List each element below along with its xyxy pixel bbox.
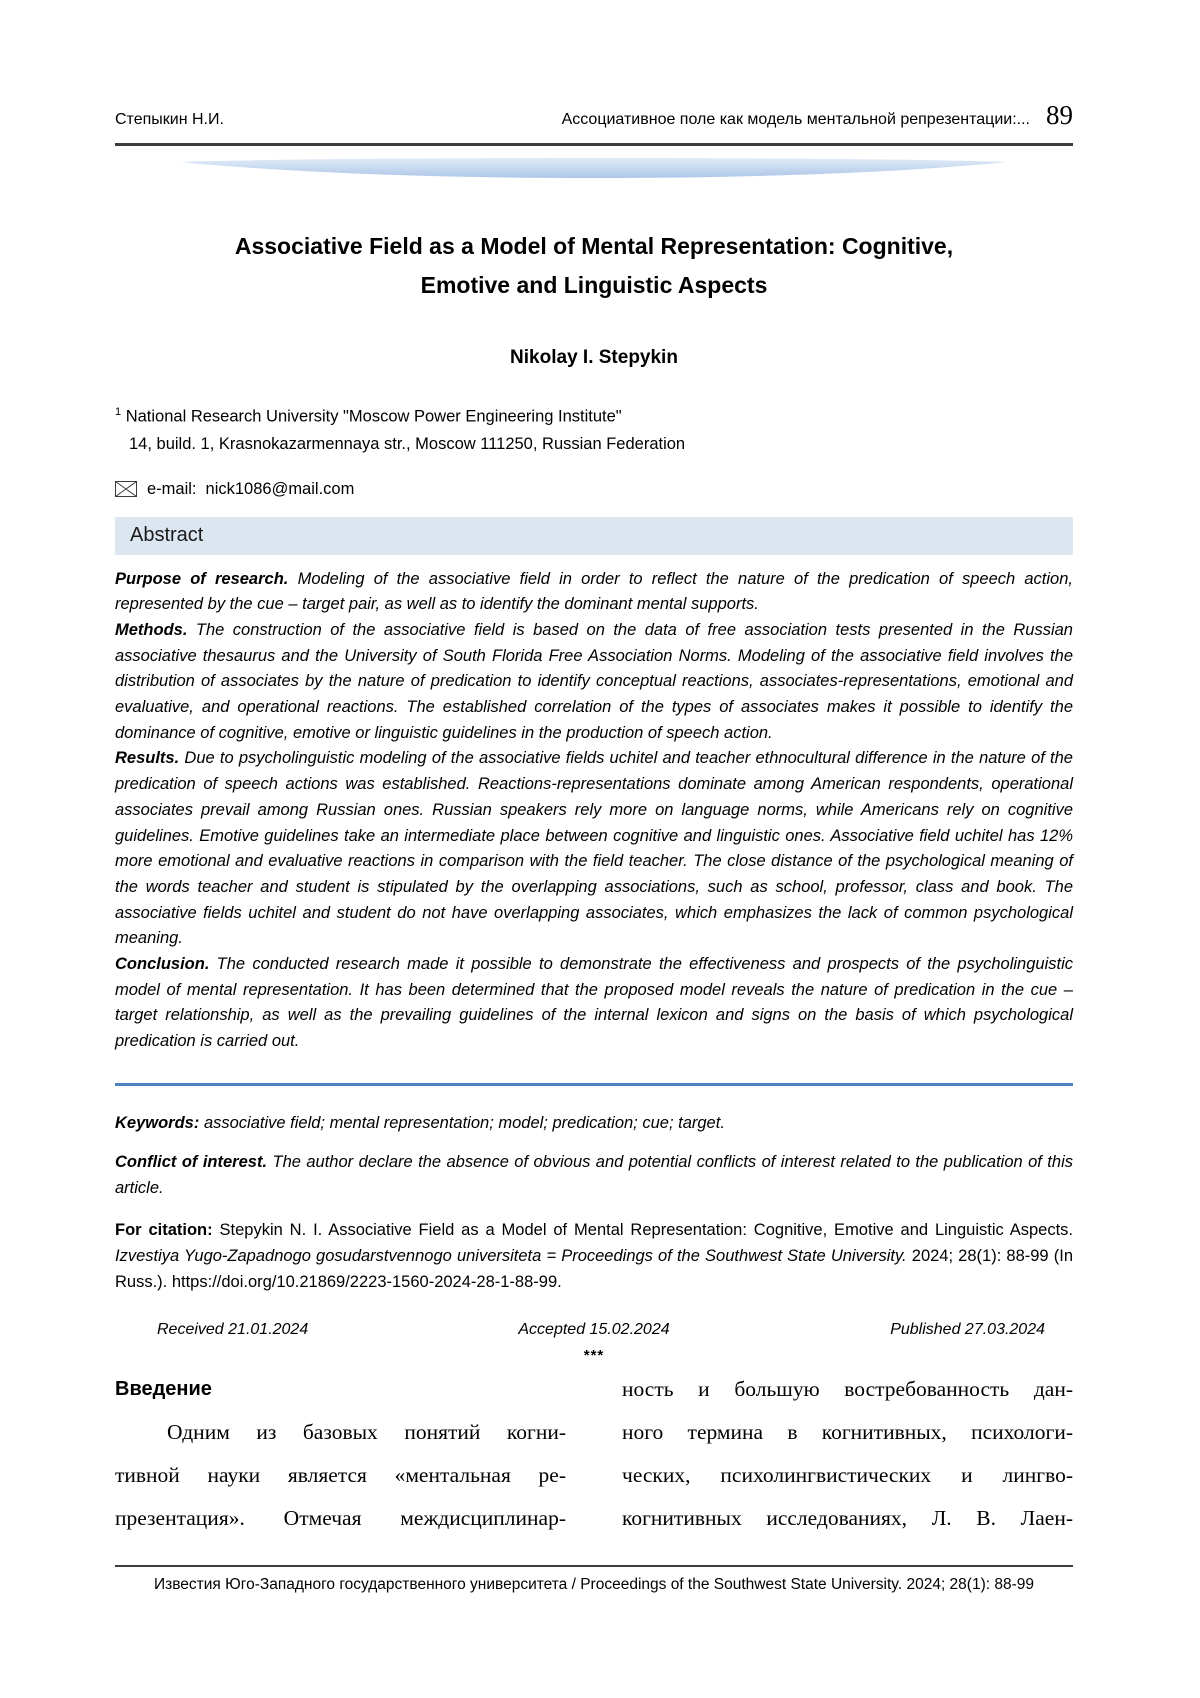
abstract-paragraph: Results. Due to psycholinguistic modeling of the associative fields uchitel and teacher ethnocultural difference in the nature of the predication of speech actions was established. Reactions-representations dominate among American respondents, operational associates prevail among Russian ones. Russian speakers rely more on language norms, while Americans rely on cognitive guidelines. Emotive guidelines take an intermediate place between cognitive and linguistic ones. Associative field uchitel has 12% more emotional and evaluative reactions in comparison with the field teacher. The close distance of the psychological meaning of the words teacher and student is stipulated by the overlapping associations, such as school, professor, class and book. The associative fields uchitel and student do not have overlapping associates, which emphasizes the lack of common psychological meaning.: [115, 749, 1073, 948]
email-row: [115, 480, 1073, 499]
conflict-row: [115, 1149, 1073, 1201]
abstract-heading: Abstract: [130, 524, 204, 546]
citation-journal: Izvestiya Yugo-Zapadnogo gosudarstvennogo universiteta = Proceedings of the Southwest State University.: [115, 1246, 907, 1265]
text-line: презентация». Отмечая междисциплинар-: [115, 1505, 566, 1530]
keywords-text: associative field; mental representation; model; predication; cue; target.: [203, 1113, 725, 1132]
article-title: [115, 227, 1073, 305]
affiliation: [115, 399, 1073, 458]
intro-right-lines: [622, 1368, 1073, 1540]
abstract-heading-bar: [115, 517, 1073, 555]
keywords-row: [115, 1114, 1073, 1133]
text-line: тивной науки является «ментальная ре-: [115, 1462, 566, 1487]
text-line: ного термина в когнитивных, психологи-: [622, 1419, 1073, 1444]
page-header: [115, 100, 1073, 146]
envelope-icon: [115, 481, 137, 497]
abstract-body: [115, 567, 1073, 1055]
abstract-paragraph: Purpose of research. Modeling of the associative field in order to reflect the nature of the predication of speech action, represented by the cue – target pair, as well as to identify the dominant mental supports.: [115, 569, 1073, 614]
abstract-paragraph: Methods. The construction of the associative field is based on the data of free association tests presented in the Russian associative thesaurus and the University of South Florida Free Association Norms. Modeling of the associative field involves the distribution of associates by the nature of predication to identify conceptual reactions, associates-representations, emotional and evaluative, and operational reactions. The established correlation of the types of associates makes it possible to identify the dominance of cognitive, emotive or linguistic guidelines in the production of speech action.: [115, 620, 1073, 742]
paragraph-lead: Results.: [115, 749, 180, 768]
footer-text: Известия Юго-Западного государственного университета / Proceedings of the Southwest State University. 2024; 28(1): 88-99: [153, 1576, 1034, 1593]
running-title: Ассоциативное поле как модель ментальной репрезентации:...: [561, 111, 1030, 128]
date-accepted: Accepted 15.02.2024: [518, 1320, 670, 1338]
intro-left-column: [115, 1368, 566, 1540]
paragraph-lead: Purpose of research.: [115, 569, 289, 588]
citation-text: Stepykin N. I. Associative Field as a Model of Mental Representation: Cognitive, Emotive and Linguistic Aspects.: [219, 1220, 1073, 1239]
affiliation-line: $^1$ National Research University "Moscow Power Engineering Institute": [115, 406, 622, 426]
email-label: e-mail:: [147, 479, 197, 498]
text-line: ность и большую востребованность дан-: [622, 1376, 1073, 1401]
intro-section: [115, 1368, 1073, 1540]
article-title-line: Emotive and Linguistic Aspects: [420, 272, 768, 298]
citation-label: For citation:: [115, 1220, 213, 1239]
author-name: Nikolay I. Stepykin: [510, 347, 678, 368]
affiliation-line: 14, build. 1, Krasnokazarmennaya str., Moscow 111250, Russian Federation: [129, 434, 686, 453]
paragraph-lead: Methods.: [115, 620, 188, 639]
date-received: Received 21.01.2024: [157, 1320, 309, 1338]
abstract-paragraph: Conclusion. The conducted research made it possible to demonstrate the effectiveness and prospects of the psycholinguistic model of mental representation. It has been determined that the proposed model reveals the nature of predication in the cue – target relationship, as well as the prevailing guidelines of the internal lexicon and signs on the basis of which psychological predication is carried out.: [115, 955, 1073, 1051]
author-short: Степыкин Н.И.: [115, 111, 224, 128]
header-right: [562, 100, 1073, 131]
article-title-line: Associative Field as a Model of Mental Representation: Cognitive,: [234, 233, 954, 259]
intro-heading: Введение: [115, 1377, 212, 1400]
citation-tail: 2024; 28(1): 88-99 (In Russ.). https://doi.org/10.21869/2223-1560-2024-28-1-88-99.: [115, 1246, 1073, 1291]
page-number: 89: [1046, 100, 1073, 130]
blue-divider-rule: [115, 1083, 1073, 1086]
conflict-label: Conflict of interest.: [115, 1152, 268, 1171]
affiliation-superscript: 1: [115, 406, 122, 418]
text-line: когнитивных исследованиях, Л. В. Лаен-: [622, 1505, 1073, 1530]
section-separator: ***: [583, 1346, 605, 1364]
page-footer: [115, 1565, 1073, 1594]
text-line: Одним из базовых понятий когни-: [167, 1419, 566, 1444]
decorative-swoosh: [174, 155, 1014, 179]
intro-left-lines: [115, 1411, 566, 1540]
keywords-label: Keywords:: [115, 1113, 200, 1132]
paragraph-lead: Conclusion.: [115, 955, 210, 974]
citation-row: [115, 1217, 1073, 1295]
dates-row: [115, 1321, 1073, 1339]
text-line: ческих, психолингвистических и лингво-: [622, 1462, 1073, 1487]
conflict-text: The author declare the absence of obvious and potential conflicts of interest related to the publication of this article.: [115, 1152, 1073, 1197]
date-published: Published 27.03.2024: [890, 1320, 1045, 1338]
intro-right-column: [622, 1368, 1073, 1540]
email-address: nick1086@mail.com: [205, 479, 355, 498]
